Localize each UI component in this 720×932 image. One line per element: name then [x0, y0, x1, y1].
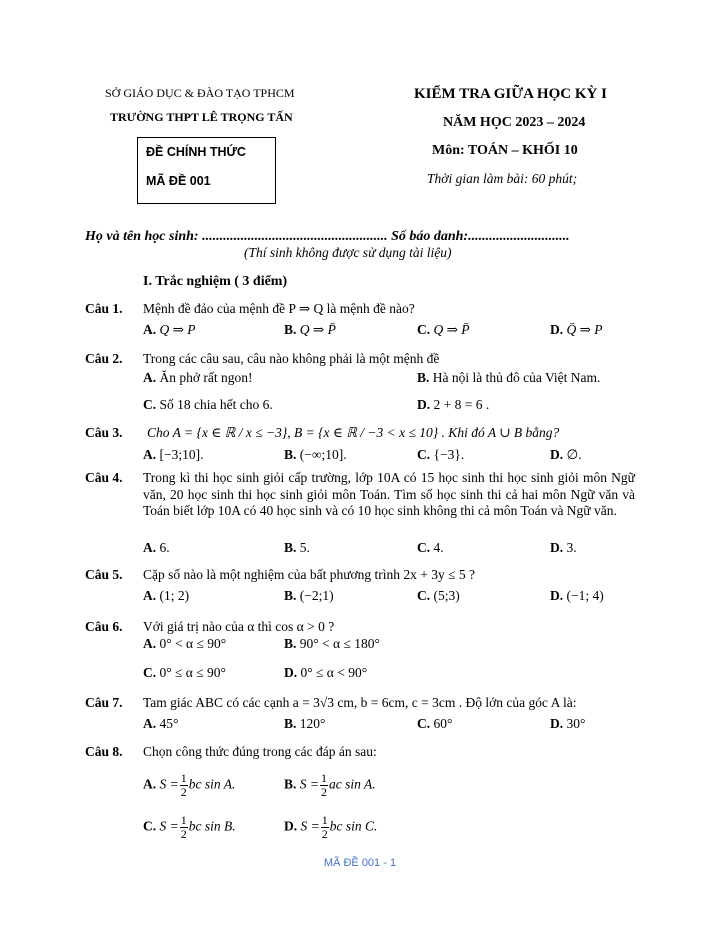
question-number: Câu 7.: [85, 695, 123, 710]
question-text: Cho A = {x ∈ ℝ / x ≤ −3}, B = {x ∈ ℝ / −3 < x ≤ 10} . Khi đó A ∪ B bằng?: [147, 425, 560, 440]
option-d[interactable]: D. S = $\frac{1}{2}$ bc sin C.: [284, 813, 378, 841]
fraction: $\frac{1}{2}$: [180, 771, 187, 799]
option-c[interactable]: C. Q ⇒ P̄: [417, 322, 470, 337]
option-b[interactable]: B. S = $\frac{1}{2}$ ac sin A.: [284, 771, 376, 799]
question-text: Cặp số nào là một nghiệm của bất phương trình 2x + 3y ≤ 5 ?: [143, 567, 476, 582]
option-b[interactable]: B. Hà nội là thủ đô của Việt Nam.: [417, 370, 601, 385]
exam-code-label: MÃ ĐỀ 001: [146, 174, 211, 188]
question-text: Mệnh đề đảo của mệnh đề P ⇒ Q là mệnh đề nào?: [143, 301, 415, 316]
option-a[interactable]: A. 6.: [143, 540, 170, 555]
fraction: $\frac{1}{2}$: [180, 813, 187, 841]
question-number: Câu 4.: [85, 470, 123, 485]
option-c[interactable]: C. 4.: [417, 540, 444, 555]
question-number: Câu 8.: [85, 744, 123, 759]
question-text: Chọn công thức đúng trong các đáp án sau:: [143, 744, 377, 759]
option-d[interactable]: D. 3.: [550, 540, 577, 555]
option-b[interactable]: B. (−∞;10].: [284, 447, 347, 462]
option-d[interactable]: D. 30°: [550, 716, 586, 731]
option-c[interactable]: C. {−3}.: [417, 447, 465, 462]
option-a[interactable]: A. Q ⇒ P: [143, 322, 196, 337]
no-materials-note: (Thí sinh không được sử dụng tài liệu): [244, 245, 452, 260]
option-d[interactable]: D. 2 + 8 = 6 .: [417, 397, 490, 412]
option-b[interactable]: B. (−2;1): [284, 588, 334, 603]
page-footer: MÃ ĐỀ 001 - 1: [323, 857, 397, 869]
option-c[interactable]: C. (5;3): [417, 588, 460, 603]
option-a[interactable]: A. [−3;10].: [143, 447, 204, 462]
official-label: ĐỀ CHÍNH THỨC: [146, 145, 246, 159]
fraction: $\frac{1}{2}$: [321, 813, 328, 841]
option-d[interactable]: D. (−1; 4): [550, 588, 604, 603]
option-c[interactable]: C. S = $\frac{1}{2}$ bc sin B.: [143, 813, 236, 841]
fraction: $\frac{1}{2}$: [321, 771, 328, 799]
option-b[interactable]: B. 120°: [284, 716, 326, 731]
subject: Môn: TOÁN – KHỐI 10: [432, 143, 578, 158]
option-a[interactable]: A. 0° < α ≤ 90°: [143, 636, 227, 651]
option-d[interactable]: D. ∅.: [550, 447, 582, 462]
option-b[interactable]: B. 5.: [284, 540, 310, 555]
department-name: SỞ GIÁO DỤC & ĐÀO TẠO TPHCM: [105, 86, 295, 100]
question-text: Tam giác ABC có các cạnh a = 3√3 cm, b = 6cm, c = 3cm . Độ lớn của góc A là:: [143, 695, 577, 710]
option-a[interactable]: A. S = $\frac{1}{2}$ bc sin A.: [143, 771, 236, 799]
school-year: NĂM HỌC 2023 – 2024: [443, 115, 586, 130]
question-text: Trong kì thi học sinh giỏi cấp trường, lớp 10A có 15 học sinh thi học sinh giỏi môn Ngữ văn, 20 học sinh thi học sinh giỏi môn Toán. Tìm số học sinh thi cả hai môn Ngữ văn và Toán biết lớp 10A có 40 học sinh và có 10 học sinh không thi cả môn Toán và Ngữ văn.: [143, 470, 635, 518]
school-name: TRƯỜNG THPT LÊ TRỌNG TẤN: [110, 110, 293, 124]
question-number: Câu 6.: [85, 619, 123, 634]
time-allowed: Thời gian làm bài: 60 phút;: [427, 171, 578, 186]
option-a[interactable]: A. (1; 2): [143, 588, 190, 603]
exam-title: KIỂM TRA GIỮA HỌC KỲ I: [414, 86, 607, 102]
question-text: Với giá trị nào của α thì cos α > 0 ?: [143, 619, 335, 634]
option-d[interactable]: D. 0° ≤ α < 90°: [284, 665, 368, 680]
question-number: Câu 2.: [85, 351, 123, 366]
question-number: Câu 3.: [85, 425, 123, 440]
student-info-line: Họ và tên học sinh: ..................................................... Số báo danh:.............................: [85, 229, 570, 244]
question-number: Câu 1.: [85, 301, 123, 316]
option-a[interactable]: A. 45°: [143, 716, 179, 731]
section-title: I. Trắc nghiệm ( 3 điểm): [143, 274, 288, 289]
option-b[interactable]: B. 90° < α ≤ 180°: [284, 636, 380, 651]
option-c[interactable]: C. 60°: [417, 716, 453, 731]
option-b[interactable]: B. Q ⇒ P̄: [284, 322, 336, 337]
official-exam-box: [137, 137, 276, 204]
option-d[interactable]: D. Q̄ ⇒ P: [550, 322, 603, 337]
option-c[interactable]: C. 0° ≤ α ≤ 90°: [143, 665, 226, 680]
question-number: Câu 5.: [85, 567, 123, 582]
question-text: Trong các câu sau, câu nào không phải là một mệnh đề: [143, 351, 440, 366]
option-c[interactable]: C. Số 18 chia hết cho 6.: [143, 397, 273, 412]
option-a[interactable]: A. Ăn phở rất ngon!: [143, 370, 253, 385]
